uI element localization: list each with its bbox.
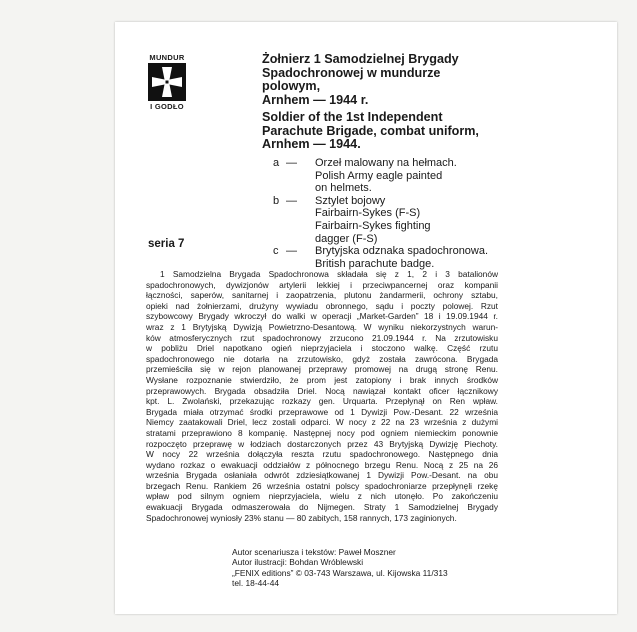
body-line: w pobliżu Driel napotkano ogień nieprzyjaciela i stoczono walkę. Część rzutu — [146, 343, 498, 354]
title-english-line: Arnhem — 1944. — [262, 137, 361, 151]
item-dash: — — [286, 194, 297, 207]
body-line: Spadochronowej wyniosły 23% stanu — 80 zabitych, 158 rannych, 173 zaginionych. — [146, 512, 457, 523]
item-letter: c — [273, 245, 279, 258]
body-line: stratami przeprawiono 8 kompanię. Następnej nocy pod ogniem niemieckim ponownie — [146, 427, 498, 438]
logo-top-text: MUNDUR — [149, 53, 185, 62]
list-item — [273, 157, 603, 195]
body-text — [146, 269, 498, 523]
body-line: ków atmosferycznych rzut spadochronowy zrzucono 21.09.1944 r. Na zrzutowisku — [146, 332, 498, 343]
item-text: Brytyjska odznaka spadochronowa. — [315, 245, 489, 258]
body-line: Wysłane rozpoznanie stwierdziło, że prom jest zatopiony i brak innych środków — [146, 374, 498, 385]
body-line: kpt. L. Zwolański, przekazując rozkazy gen. Urquarta. Przepłynął on Ren wpław. — [146, 396, 498, 407]
body-line: Brygada miała otrzymać środki przeprawowe od 1 Dywizji Pow.-Desant. 22 września — [146, 406, 498, 417]
item-dash: — — [286, 157, 297, 169]
body-line: przemieściła się w rejon planowanej przeprawy promowej na drugą stronę Renu. — [146, 364, 498, 375]
title-english — [262, 111, 602, 152]
body-line: opieki nad żołnierzami, drużyny wywiadu obronnego, sądu i poczty polowej. Rzut — [146, 300, 498, 311]
credits — [232, 547, 448, 589]
item-text: Orzeł malowany na hełmach. — [315, 157, 457, 169]
title-polish-line: Spadochronowej w mundurze — [262, 65, 441, 80]
item-text: Fairbairn-Sykes fighting — [315, 219, 431, 232]
logo-bottom-text: I GODŁO — [150, 102, 184, 111]
list-item — [273, 245, 603, 270]
body-line: wraz z 1 Brytyjską Dywizją Powietrzno-Desantową. W wyniku niekorzystnych warun- — [146, 321, 498, 332]
credits-line: Autor scenariusza i tekstów: Paweł Moszner — [232, 547, 396, 557]
body-line: W nocy 22 września dołączyła reszta rzutu spadochronowego. Następnego dnia — [146, 449, 498, 460]
body-line: 1 Samodzielna Brygada Spadochronowa składała się z 1, 2 i 3 batalionów — [160, 269, 498, 279]
body-line: przeprawowych. Brygada obsadziła Driel. Nocą nawiązał kontakt oficer łącznikowy — [146, 385, 498, 396]
title-polish-line: Arnhem — 1944 r. — [262, 92, 369, 107]
body-line: Niemcy zaatakowali Driel, lecz zostali odparci. W nocy z 22 na 23 września z dużymi — [146, 417, 498, 428]
body-line: spadochronowego nie dotarła na zrzutowisko, gdyż została zawrócona. Brygada — [146, 353, 498, 364]
title-polish-line: polowym, — [262, 79, 321, 93]
item-letter: a — [273, 157, 280, 169]
body-line: rozpoczęto przeprawę w łodziach dostarczonych przez 43 Brytyjską Dywizję Piechoty. — [146, 438, 498, 449]
item-text: on helmets. — [315, 182, 372, 195]
body-line: spadochronowych, dywizjonów artylerii lekkiej i przeciwpancernej oraz kompanii — [146, 279, 498, 290]
credits-line: Autor ilustracji: Bohdan Wróblewski — [232, 557, 364, 568]
item-list — [273, 157, 603, 270]
credits-line: tel. 18-44-44 — [232, 578, 280, 589]
body-line: wydano rozkaz o ewakuacji oddziałów z północnego brzegu Renu. Nocą z 25 na 26 — [146, 459, 498, 470]
body-line: ewakuacji Brygada odmaszerowała do Nijmegen. Straty 1 Samodzielnej Brygady — [146, 502, 498, 513]
item-text: British parachute badge. — [315, 257, 435, 270]
body-line: wpław pod silnym ogniem nieprzyjaciela, wielu z nich utonęło. Po zakończeniu — [146, 491, 498, 502]
title-english-line: Parachute Brigade, combat uniform, — [262, 123, 479, 138]
title-english-line: Soldier of the 1st Independent — [262, 110, 443, 124]
body-line: brzegach Renu. Rankiem 26 września ostatni polscy spadochroniarze przepłynęli rzekę — [146, 480, 498, 491]
item-letter: b — [273, 194, 280, 207]
body-line: szybowcowy Brygady wkroczył do walki w operacji „Market-Garden” 18 i 19.09.1944 r. — [146, 311, 498, 322]
item-dash: — — [286, 245, 297, 258]
item-text: Sztylet bojowy — [315, 194, 386, 207]
series-label: seria 7 — [148, 238, 185, 250]
title-polish — [262, 53, 602, 107]
item-text: Polish Army eagle painted — [315, 169, 443, 182]
item-text: dagger (F-S) — [315, 232, 378, 245]
credits-line: „FENIX editions” © 03-743 Warszawa, ul. Kijowska 11/313 — [232, 567, 448, 578]
publisher-logo — [142, 53, 192, 111]
cross-icon — [148, 63, 186, 101]
body-line: łączności, saperów, sanitarnej i zaopatrzenia, plutonu żandarmerii, ochrony sztabu, — [146, 290, 498, 301]
body-line: września Brygada osłaniała odwrót zdziesiątkowanej 1 Dywizji Pow.-Desant. na obu — [146, 470, 498, 481]
item-text: Fairbairn-Sykes (F-S) — [315, 207, 421, 220]
title-polish-line: Żołnierz 1 Samodzielnej Brygady — [262, 52, 459, 66]
list-item — [273, 195, 603, 245]
